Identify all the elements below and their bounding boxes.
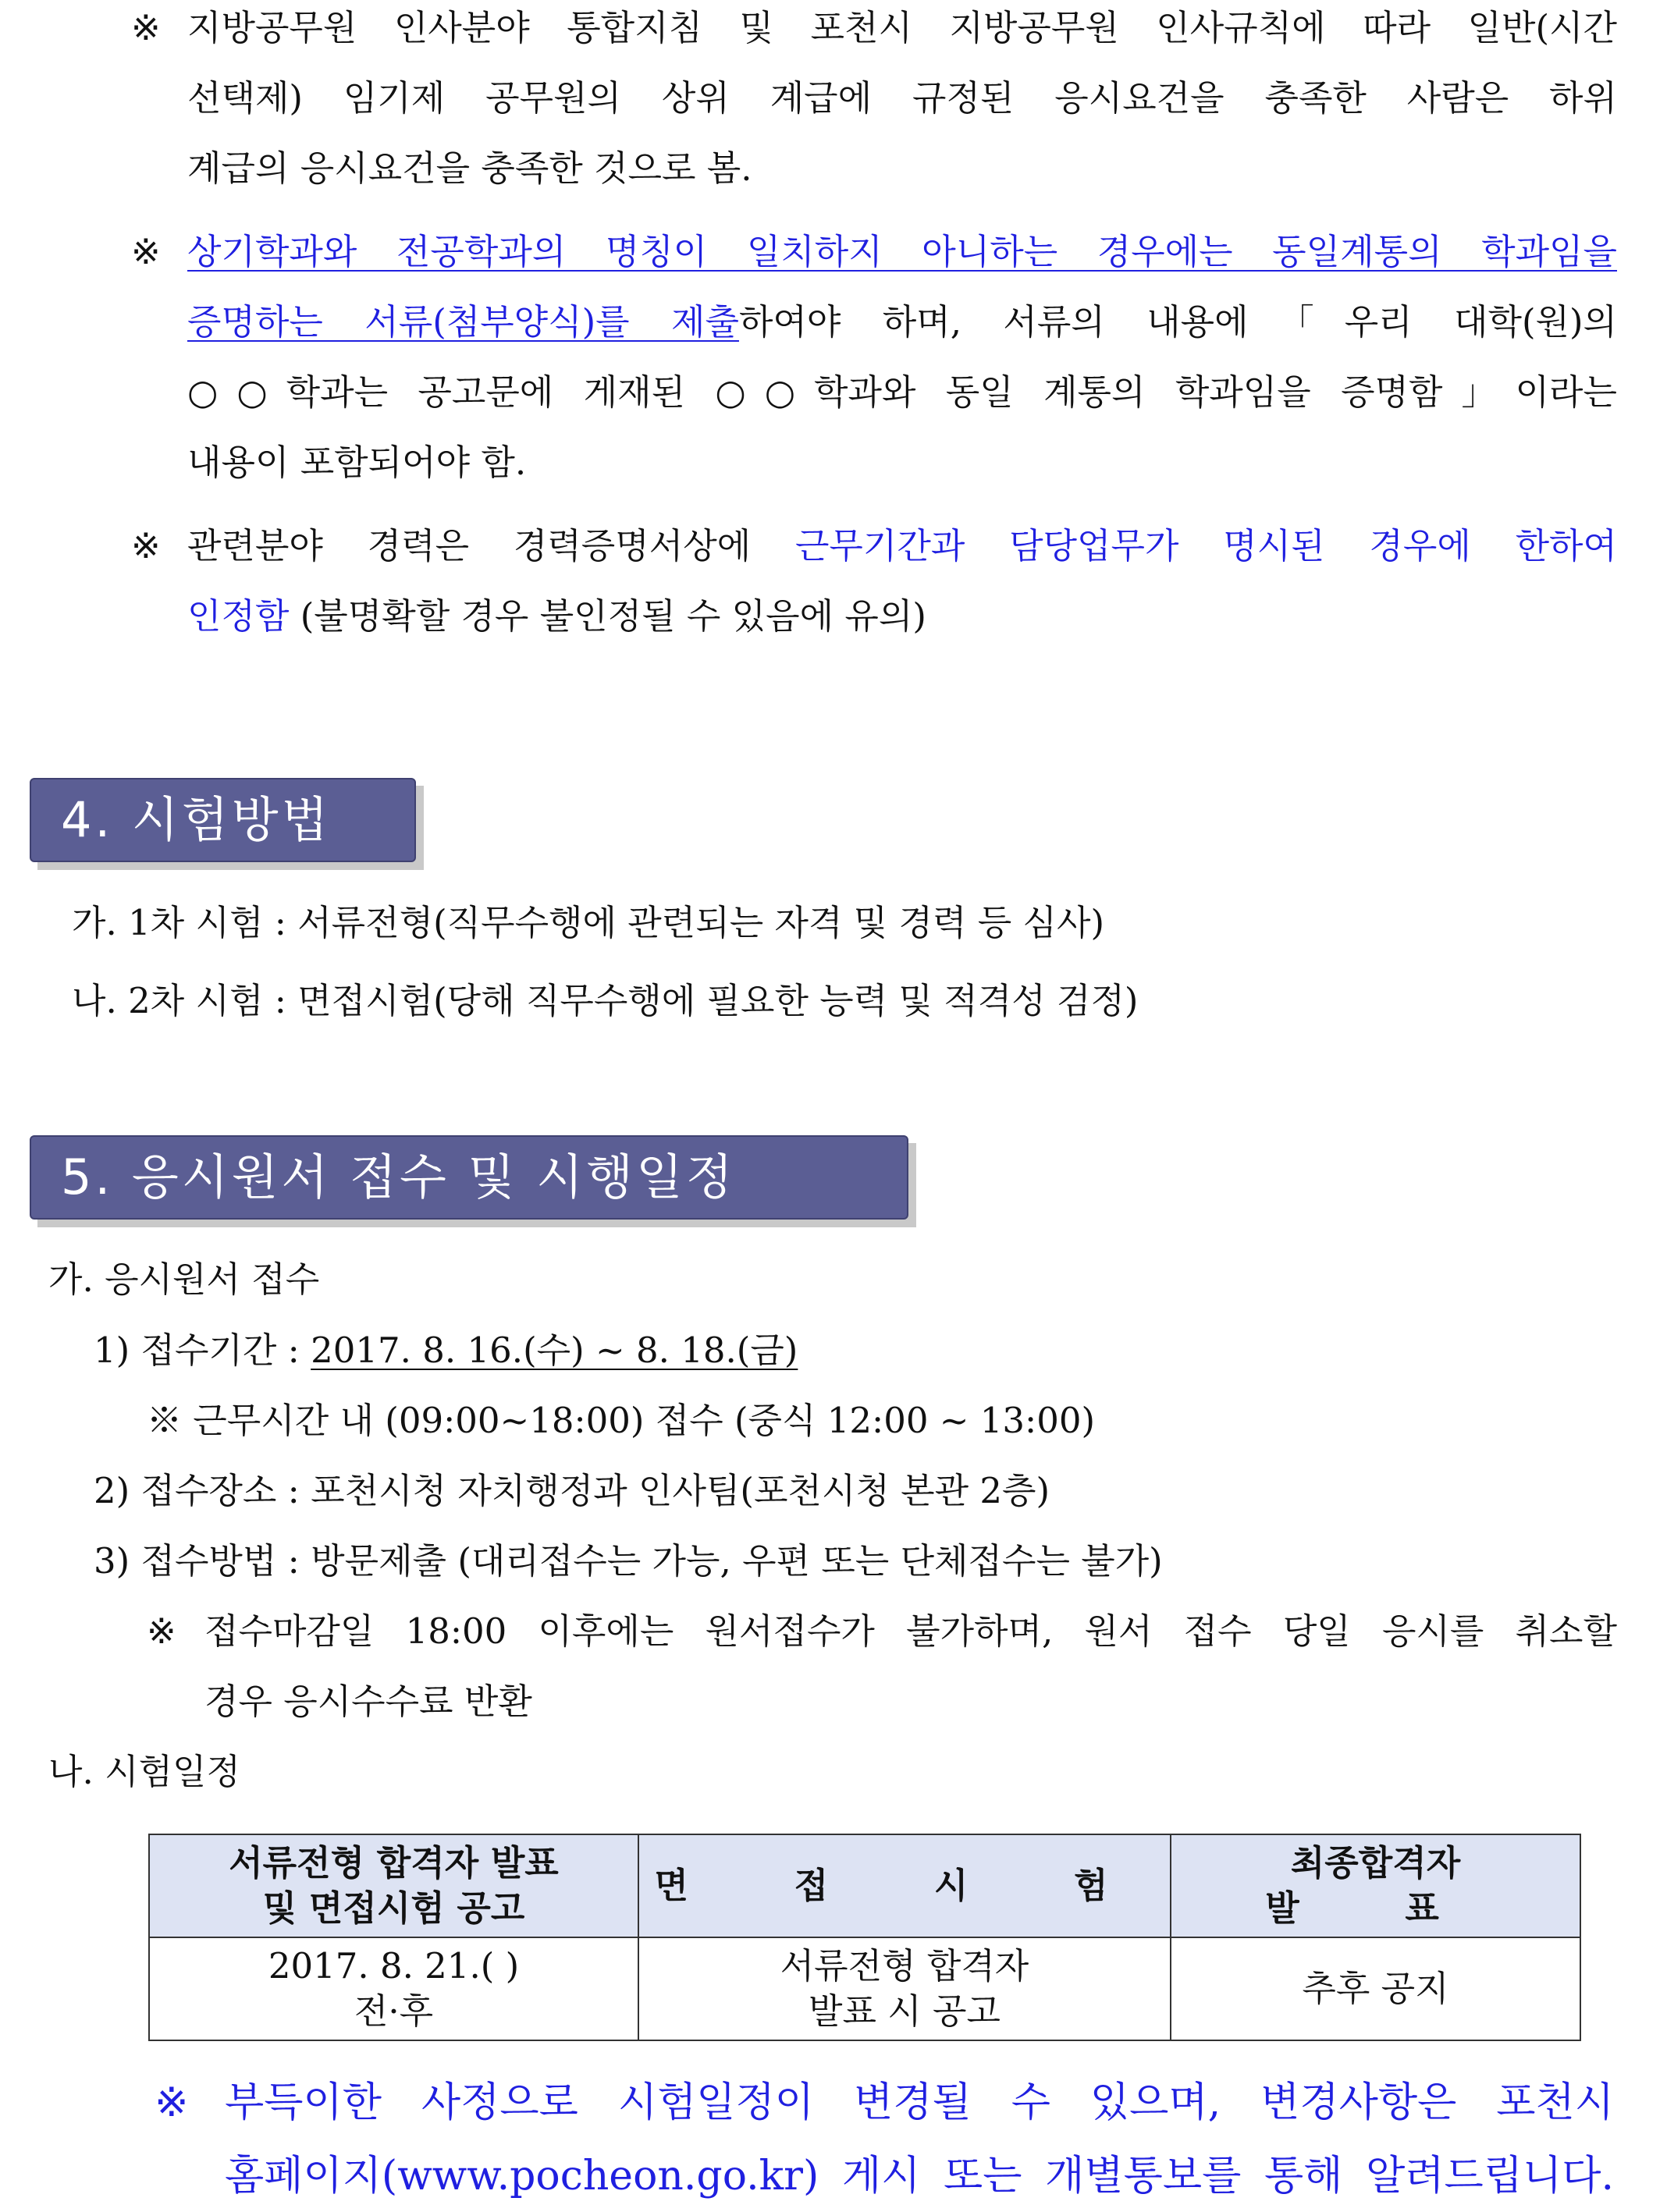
cell-text: 발표 시 공고 (809, 1990, 1001, 2032)
note-text: ○○학과는 공고문에 게재된 ○○학과와 동일 계통의 학과임을 증명함」이라는 (187, 371, 1617, 413)
period-line (94, 1329, 798, 1399)
note-line (187, 371, 1617, 441)
section-4-item-2: 나. 2차 시험 : 면접시험(당해 직무수행에 필요한 능력 및 적격성 검정) (72, 980, 1139, 1021)
note-line (187, 441, 526, 511)
cell-final (1171, 1937, 1580, 2040)
note-line (187, 76, 1617, 147)
period-value: 2017. 8. 16.(수) ~ 8. 18.(금) (311, 1330, 798, 1371)
notice-line-2: 홈페이지(www.pocheon.go.kr) 게시 또는 개별통보를 통해 알려드립니다. (225, 2153, 1614, 2200)
note-text: 계급의 응시요건을 충족한 것으로 봄. (187, 147, 752, 189)
table-header-row (149, 1834, 1580, 1937)
section-4-title: 4. 시험방법 (30, 778, 416, 862)
cell-interview (638, 1937, 1171, 2040)
note-line (187, 230, 1617, 300)
cell-text: 추후 공지 (1302, 1968, 1449, 2009)
period-label: 1) 접수기간 : (94, 1330, 311, 1371)
note-text: 내용이 포함되어야 함. (187, 442, 527, 483)
section-5-title: 5. 응시원서 접수 및 시행일정 (30, 1135, 908, 1220)
period-note: ※ 근무시간 내 (09:00~18:00) 접수 (중식 12:00 ~ 13:00) (147, 1400, 1096, 1441)
note-line (187, 595, 926, 665)
note-line (187, 300, 1617, 371)
header-cell-interview (638, 1834, 1171, 1937)
note-line (187, 524, 1617, 595)
header-cell-final (1171, 1834, 1580, 1937)
cell-text: 2017. 8. 21.( ) (268, 1945, 520, 1987)
note-text: 증명하는 서류(첨부양식)를 제출 (187, 301, 739, 343)
method-line: 3) 접수방법 : 방문제출 (대리접수는 가능, 우편 또는 단체접수는 불가) (94, 1540, 1163, 1582)
note-mark: ※ (131, 231, 161, 272)
deadline-note-line-2: 경우 응시수수료 반환 (204, 1681, 532, 1722)
note-text: 관련분야 경력은 경력증명서상에 (187, 525, 795, 566)
notice-line-1: 부득이한 사정으로 시험일정이 변경될 수 있으며, 변경사항은 포천시 (225, 2079, 1614, 2126)
cell-text: 전·후 (354, 1990, 434, 2032)
header-cell-text: 및 면접시험 공고 (262, 1887, 525, 1929)
note-text: 지방공무원 인사분야 통합지침 및 포천시 지방공무원 인사규칙에 따라 일반(시간 (187, 7, 1617, 48)
section-4-item-1: 가. 1차 시험 : 서류전형(직무수행에 관련되는 자격 및 경력 등 심사) (72, 902, 1105, 943)
note-text: (불명확할 경우 불인정될 수 있음에 유의) (289, 595, 926, 637)
cell-document-date (149, 1937, 638, 2040)
header-cell-document (149, 1834, 638, 1937)
note-mark: ※ (131, 7, 161, 48)
table-row (149, 1937, 1580, 2040)
note-text: 상기학과와 전공학과의 명칭이 일치하지 아니하는 경우에는 동일계통의 학과임을 (187, 231, 1617, 272)
deadline-note-mark: ※ (147, 1610, 176, 1652)
notice-mark: ※ (155, 2079, 189, 2126)
header-cell-text: 서류전형 합격자 발표 (229, 1842, 559, 1884)
header-cell-text: 면 접 시 험 (654, 1865, 1155, 1906)
note-text: 하여야 하며, 서류의 내용에「우리 대학(원)의 (738, 301, 1617, 343)
place-line: 2) 접수장소 : 포천시청 자치행정과 인사팀(포천시청 본관 2층) (94, 1470, 1050, 1511)
note-line (187, 147, 752, 217)
note-text: 인정함 (187, 595, 290, 637)
cell-text: 서류전형 합격자 (780, 1945, 1029, 1987)
header-cell-text: 발 표 (1265, 1887, 1486, 1929)
subsection-a-title: 가. 응시원서 접수 (48, 1259, 320, 1300)
note-mark: ※ (131, 525, 161, 566)
note-text: 근무기간과 담당업무가 명시된 경우에 한하여 (794, 525, 1617, 566)
schedule-table (148, 1834, 1581, 2041)
deadline-note-line-1: 접수마감일 18:00 이후에는 원서접수가 불가하며, 원서 접수 당일 응시를 취소할 (204, 1610, 1617, 1652)
header-cell-text: 최종합격자 (1290, 1842, 1461, 1884)
note-text: 선택제) 임기제 공무원의 상위 계급에 규정된 응시요건을 충족한 사람은 하위 (187, 77, 1617, 119)
subsection-b-title: 나. 시험일정 (48, 1751, 240, 1792)
note-line (187, 6, 1617, 76)
